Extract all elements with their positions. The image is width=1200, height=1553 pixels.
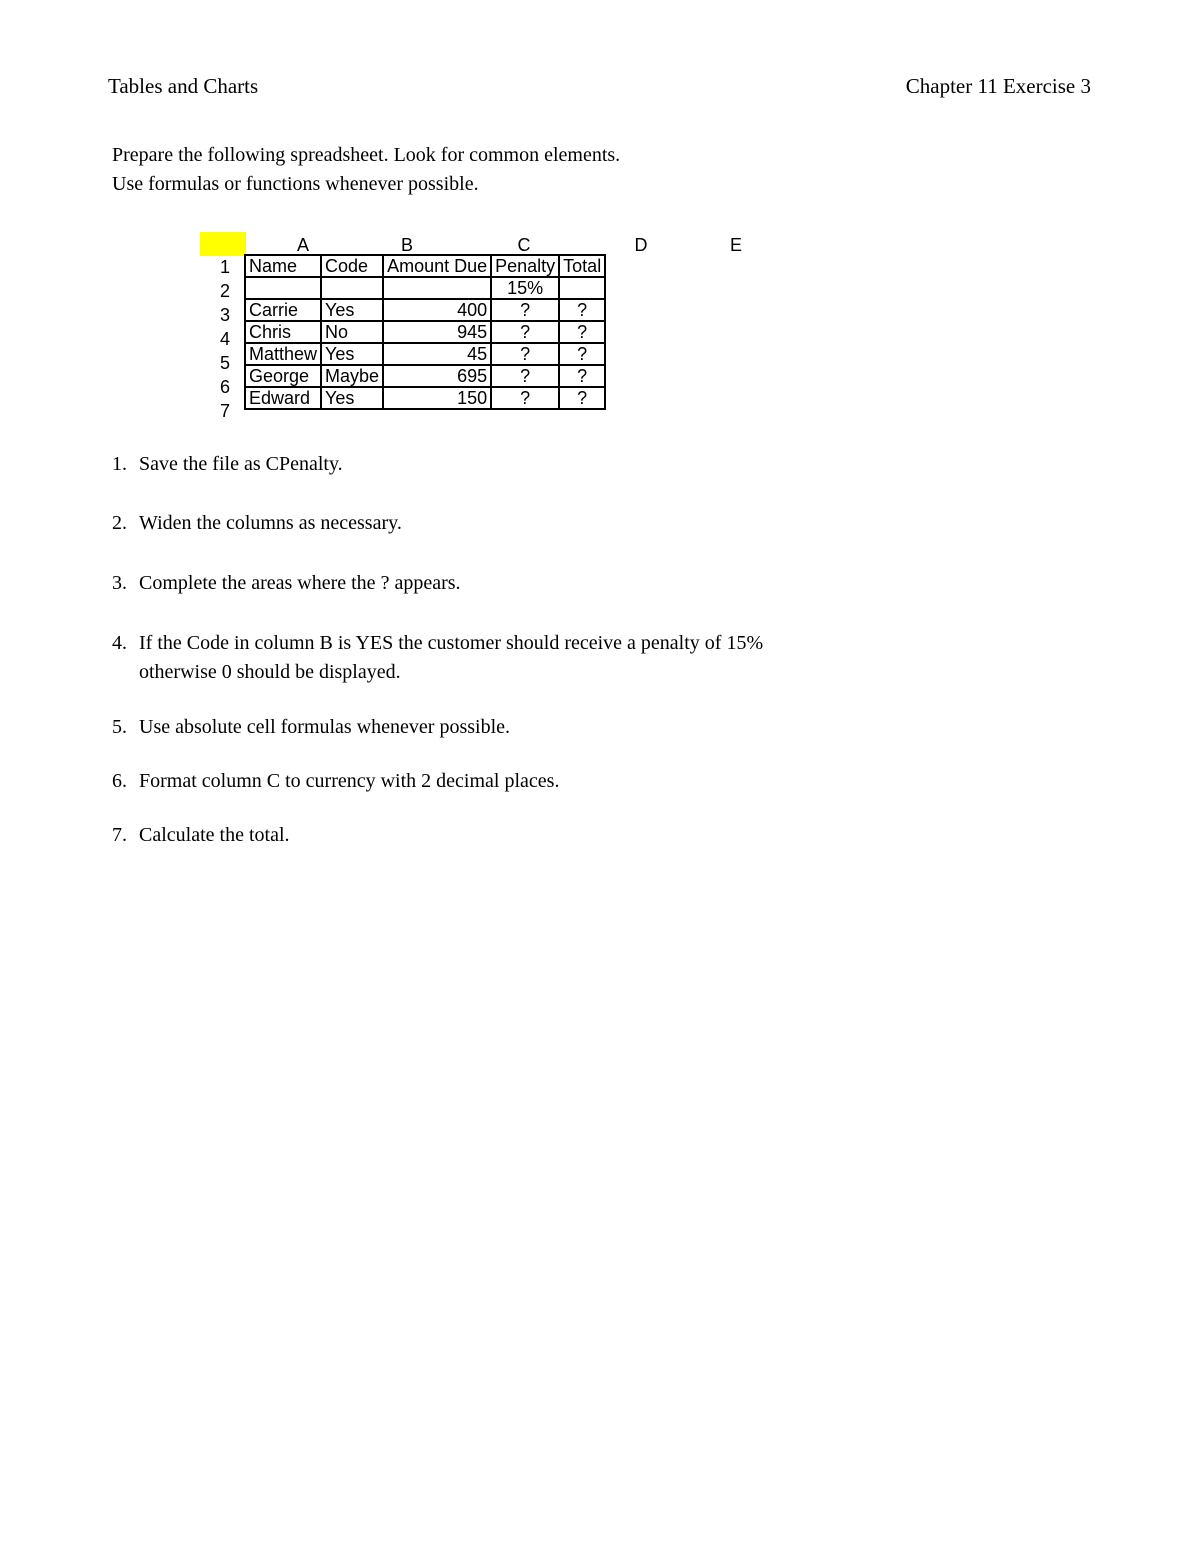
step-text: Complete the areas where the ? appears.	[139, 572, 461, 594]
row-number: 5	[219, 353, 230, 373]
intro-line-2: Use formulas or functions whenever possible.	[112, 173, 479, 195]
table-row	[245, 387, 605, 409]
cell[interactable]: Chris	[245, 321, 321, 343]
column-header-a: A	[296, 235, 309, 255]
cell[interactable]: ?	[559, 365, 605, 387]
cell[interactable]: Edward	[245, 387, 321, 409]
column-header-e: E	[729, 235, 742, 255]
step-text: Save the file as CPenalty.	[139, 453, 343, 475]
penalty-rate-cell[interactable]: 15%	[491, 277, 559, 299]
spreadsheet-grid	[244, 254, 606, 410]
header-right-title: Chapter 11 Exercise 3	[905, 74, 1091, 98]
cell[interactable]: Code	[321, 255, 383, 277]
cell[interactable]: Yes	[321, 343, 383, 365]
step-text: Calculate the total.	[139, 824, 290, 846]
cell[interactable]: No	[321, 321, 383, 343]
cell[interactable]: ?	[491, 321, 559, 343]
column-header-b: B	[400, 235, 413, 255]
cell[interactable]: Penalty	[491, 255, 559, 277]
row-number: 3	[219, 305, 230, 325]
intro-line-1: Prepare the following spreadsheet. Look for common elements.	[112, 144, 621, 166]
cell[interactable]: 150	[383, 387, 491, 409]
list-item	[112, 572, 461, 595]
row-number: 2	[219, 281, 230, 301]
step-number: 6.	[112, 770, 127, 792]
table-row	[245, 277, 605, 299]
step-text: Widen the columns as necessary.	[139, 512, 402, 534]
row-number: 6	[219, 377, 230, 397]
cell[interactable]: ?	[559, 343, 605, 365]
cell[interactable]	[245, 277, 321, 299]
step-number: 2.	[112, 512, 127, 534]
row-number: 7	[219, 401, 230, 421]
cell[interactable]: ?	[559, 321, 605, 343]
table-row	[245, 255, 605, 277]
cell[interactable]: ?	[559, 387, 605, 409]
list-item	[112, 453, 343, 476]
cell[interactable]: ?	[491, 299, 559, 321]
cell[interactable]: Name	[245, 255, 321, 277]
cell[interactable]: 400	[383, 299, 491, 321]
cell[interactable]: Amount Due	[383, 255, 491, 277]
table-row	[245, 299, 605, 321]
cell[interactable]: Matthew	[245, 343, 321, 365]
table-row	[245, 343, 605, 365]
step-number: 3.	[112, 572, 127, 594]
step-number: 1.	[112, 453, 127, 475]
list-item	[112, 512, 402, 535]
step-number: 4.	[112, 632, 127, 654]
cell[interactable]: Carrie	[245, 299, 321, 321]
list-item	[112, 632, 763, 684]
cell[interactable]: Maybe	[321, 365, 383, 387]
cell[interactable]: ?	[491, 387, 559, 409]
list-item	[112, 770, 559, 793]
step-number: 7.	[112, 824, 127, 846]
step-text: Format column C to currency with 2 decimal places.	[139, 770, 560, 792]
step-text-continued: otherwise 0 should be displayed.	[139, 661, 401, 683]
cell[interactable]: Yes	[321, 299, 383, 321]
header-left-title: Tables and Charts	[108, 74, 259, 98]
list-item	[112, 716, 510, 739]
table-row	[245, 365, 605, 387]
row-number: 1	[219, 257, 230, 277]
cell[interactable]	[559, 277, 605, 299]
row-number: 4	[219, 329, 230, 349]
cell[interactable]	[321, 277, 383, 299]
step-text: Use absolute cell formulas whenever possible.	[139, 716, 511, 738]
cell[interactable]: Yes	[321, 387, 383, 409]
cell[interactable]: 45	[383, 343, 491, 365]
cell[interactable]: Total	[559, 255, 605, 277]
cell[interactable]	[383, 277, 491, 299]
cell[interactable]: ?	[559, 299, 605, 321]
list-item	[112, 824, 290, 847]
column-header-d: D	[634, 235, 648, 255]
step-number: 5.	[112, 716, 127, 738]
table-row	[245, 321, 605, 343]
column-header-c: C	[517, 235, 531, 255]
cell[interactable]: ?	[491, 365, 559, 387]
cell[interactable]: ?	[491, 343, 559, 365]
cell[interactable]: 695	[383, 365, 491, 387]
cell[interactable]: 945	[383, 321, 491, 343]
cell[interactable]: George	[245, 365, 321, 387]
step-text: If the Code in column B is YES the customer should receive a penalty of 15%	[139, 632, 764, 654]
select-all-corner	[200, 232, 246, 256]
